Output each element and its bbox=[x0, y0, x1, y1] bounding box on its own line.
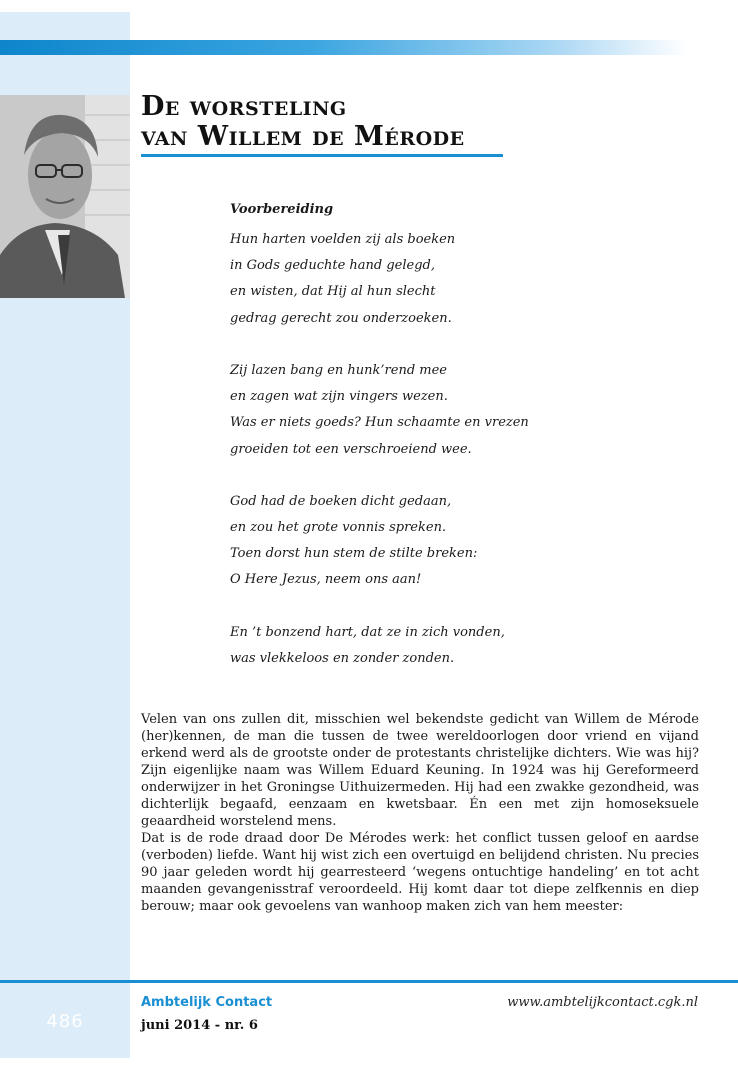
publication-issue: juni 2014 - nr. 6 bbox=[141, 1018, 258, 1033]
poem-line: was vlekkeloos en zonder zonden. bbox=[230, 651, 455, 666]
publication-name: Ambtelijk Contact bbox=[141, 995, 273, 1010]
poem-stanza bbox=[230, 358, 529, 463]
poem-line: Hun harten voelden zij als boeken bbox=[230, 232, 456, 247]
stanza-gap bbox=[230, 332, 529, 358]
poem-stanza bbox=[230, 227, 529, 332]
poem-line: en zou het grote vonnis spreken. bbox=[230, 520, 447, 536]
poem-line: God had de boeken dicht gedaan, bbox=[230, 493, 452, 509]
poem-line: En ’t bonzend hart, dat ze in zich vonden, bbox=[230, 624, 505, 640]
footer-rule bbox=[0, 980, 738, 983]
poem bbox=[230, 201, 529, 672]
poem-line: gedrag gerecht zou onderzoeken. bbox=[230, 310, 452, 326]
poem-stanza bbox=[230, 489, 529, 594]
website-link[interactable]: www.ambtelijkcontact.cgk.nl bbox=[507, 995, 698, 1010]
title-underline bbox=[141, 154, 503, 157]
poem-line: groeiden tot een verschroeiend wee. bbox=[230, 441, 472, 457]
top-color-band bbox=[0, 40, 688, 55]
poem-line: en wisten, dat Hij al hun slecht bbox=[230, 284, 436, 300]
poem-stanza bbox=[230, 620, 529, 672]
stanza-gap bbox=[230, 463, 529, 489]
body-paragraph: Velen van ons zullen dit, misschien wel bekendste gedicht van Willem de Mérode (her)kennen, de man die tussen de twee wereldoorlogen door vriend en vijand erkend werd als de grootste onder de protestants christelijke dichters. Wie was hij? Zijn eigenlijke naam was Willem Eduard Keuning. In 1924 was hij Gereformeerd onderwijzer in het Groningse Uithuizermeden. Hij had een zwakke gezondheid, was dichterlijk begaafd, eenzaam en kwetsbaar. Én een met zijn homoseksuele geaardheid worstelend mens. bbox=[141, 712, 699, 829]
article-title bbox=[141, 92, 465, 152]
page-number: 486 bbox=[46, 1011, 84, 1032]
poem-heading: Voorbereiding bbox=[230, 202, 334, 217]
author-photo bbox=[0, 95, 130, 298]
poem-line: O Here Jezus, neem ons aan! bbox=[230, 572, 422, 588]
portrait-illustration bbox=[0, 95, 130, 298]
poem-line: en zagen wat zijn vingers wezen. bbox=[230, 389, 448, 405]
poem-line: Toen dorst hun stem de stilte breken: bbox=[230, 546, 478, 562]
stanza-gap bbox=[230, 594, 529, 620]
poem-line: in Gods geduchte hand gelegd, bbox=[230, 258, 436, 274]
article-title-line-2: van Willem de Mérode bbox=[141, 121, 465, 152]
poem-line: Was er niets goeds? Hun schaamte en vrezen bbox=[230, 415, 529, 431]
poem-line: Zij lazen bang en hunk’rend mee bbox=[230, 362, 447, 378]
article-body bbox=[141, 711, 699, 915]
body-paragraph: Dat is de rode draad door De Mérodes werk: het conflict tussen geloof en aardse (verboden) liefde. Want hij wist zich een overtuigd en belijdend christen. Nu precies 90 jaar geleden wordt hij gearresteerd ‘wegens ontuchtige handeling’ en tot acht maanden gevangenisstraf veroordeeld. Hij komt daar tot diepe zelfkennis en diep berouw; maar ook gevoelens van wanhoop maken zich van hem meester: bbox=[141, 831, 699, 914]
article-title-line-1: De worsteling bbox=[141, 91, 347, 122]
